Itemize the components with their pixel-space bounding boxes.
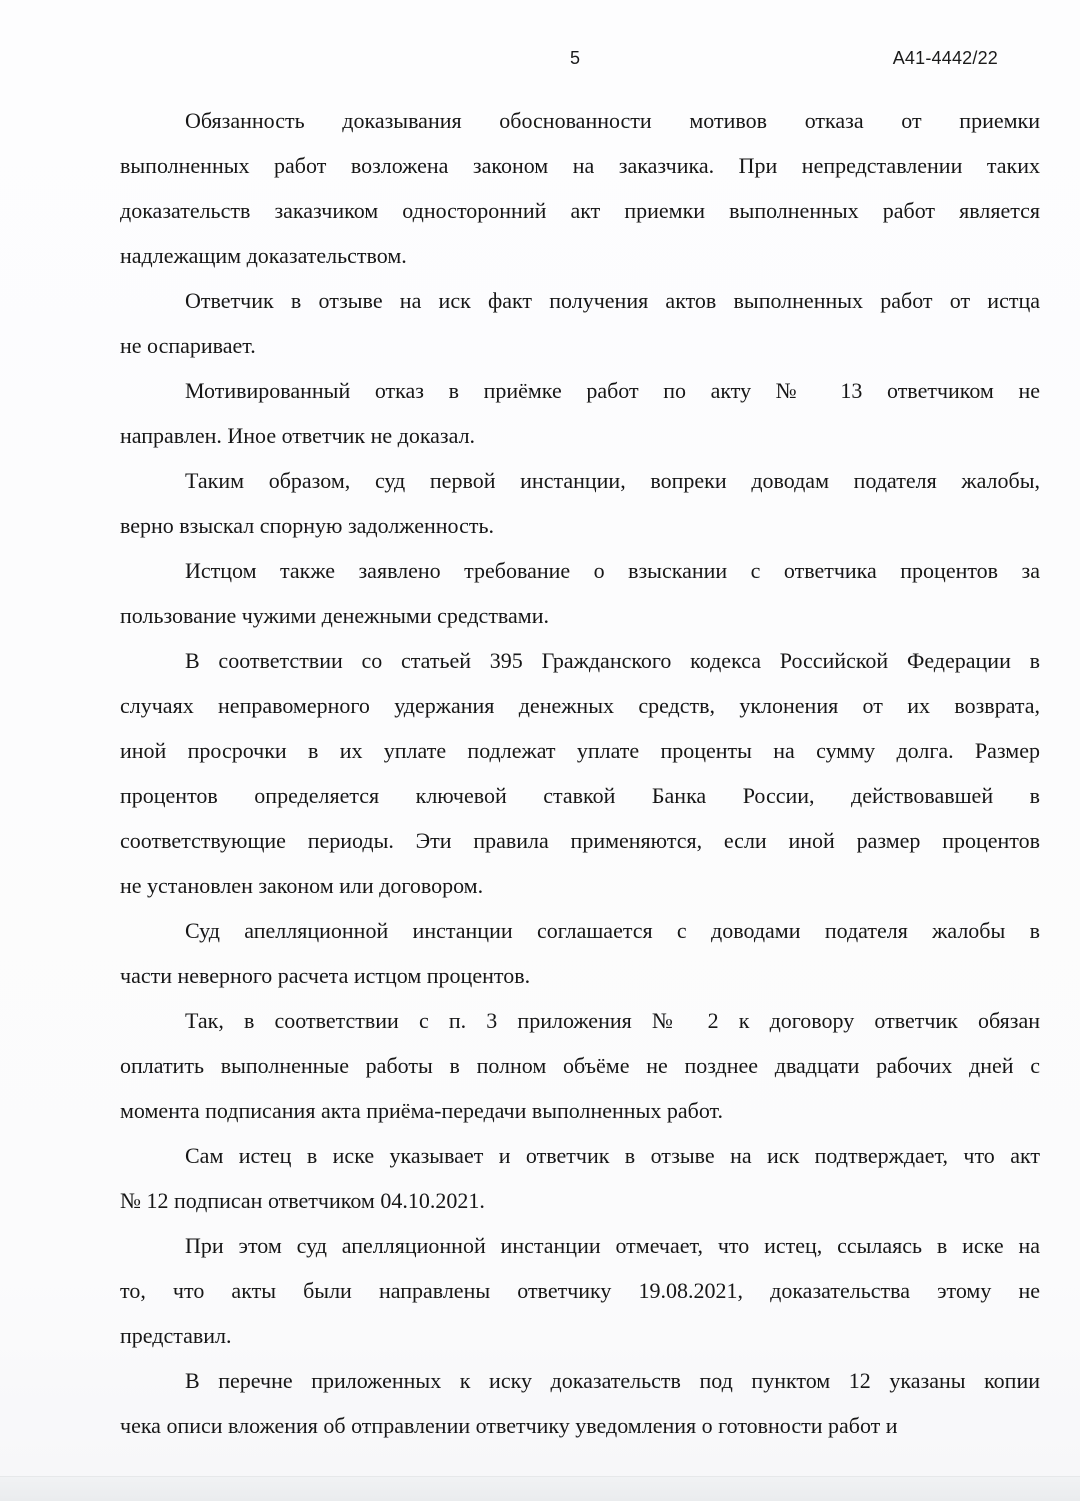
text-line: части неверного расчета истцом процентов. [120, 963, 531, 988]
text-line: Обязанность доказывания обоснованности мотивов отказа от приемки [185, 108, 1040, 133]
text-line: При этом суд апелляционной инстанции отмечает, что истец, ссылаясь в иске на [185, 1233, 1040, 1258]
text-line: случаях неправомерного удержания денежных средств, уклонения от их возврата, [120, 693, 1040, 718]
page-number: 5 [570, 48, 581, 68]
text-line: соответствующие периоды. Эти правила применяются, если иной размер процентов [120, 828, 1040, 853]
text-line: процентов определяется ключевой ставкой Банка России, действовавшей в [120, 783, 1040, 808]
text-line: В перечне приложенных к иску доказательств под пунктом 12 указаны копии [185, 1368, 1040, 1393]
text-line: иной просрочки в их уплате подлежат уплате проценты на сумму долга. Размер [120, 738, 1040, 763]
document-body [120, 98, 1040, 1448]
text-line: Таким образом, суд первой инстанции, вопреки доводам подателя жалобы, [185, 468, 1040, 493]
text-line: В соответствии со статьей 395 Гражданского кодекса Российской Федерации в [185, 648, 1040, 673]
text-line: направлен. Иное ответчик не доказал. [120, 423, 476, 448]
case-number: А41-4442/22 [892, 48, 998, 68]
text-line: Суд апелляционной инстанции соглашается с доводами подателя жалобы в [185, 918, 1040, 943]
text-line: выполненных работ возложена законом на заказчика. При непредставлении таких [120, 153, 1040, 178]
page-header [0, 48, 1080, 74]
scan-edge-bottom [0, 1476, 1080, 1501]
text-line: доказательств заказчиком односторонний акт приемки выполненных работ является [120, 198, 1040, 223]
text-line: верно взыскал спорную задолженность. [120, 513, 494, 538]
text-line: № 12 подписан ответчиком 04.10.2021. [120, 1188, 485, 1213]
text-line: оплатить выполненные работы в полном объёме не позднее двадцати рабочих дней с [120, 1053, 1040, 1078]
text-line: представил. [120, 1323, 232, 1348]
text-line: надлежащим доказательством. [120, 243, 407, 268]
text-line: то, что акты были направлены ответчику 19.08.2021, доказательства этому не [120, 1278, 1040, 1303]
text-line: не оспаривает. [120, 333, 256, 358]
text-line: Ответчик в отзыве на иск факт получения актов выполненных работ от истца [185, 288, 1040, 313]
text-line: Сам истец в иске указывает и ответчик в отзыве на иск подтверждает, что акт [185, 1143, 1040, 1168]
text-line: пользование чужими денежными средствами. [120, 603, 549, 628]
text-line: Мотивированный отказ в приёмке работ по акту № 13 ответчиком не [185, 378, 1040, 403]
text-line: момента подписания акта приёма-передачи выполненных работ. [120, 1098, 723, 1123]
text-line: чека описи вложения об отправлении ответчику уведомления о готовности работ и [120, 1413, 898, 1438]
text-line: Истцом также заявлено требование о взыскании с ответчика процентов за [185, 558, 1040, 583]
text-line: не установлен законом или договором. [120, 873, 484, 898]
text-line: Так, в соответствии с п. 3 приложения № 2 к договору ответчик обязан [185, 1008, 1040, 1033]
